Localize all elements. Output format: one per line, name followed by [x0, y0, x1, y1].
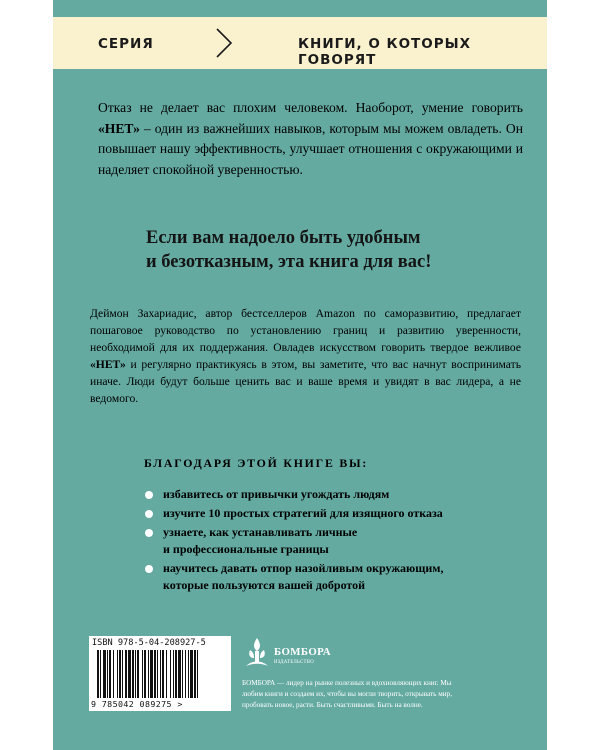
benefit-text: научитесь давать отпор назойливым окружающим, которые пользуются вашей добротой: [163, 561, 444, 592]
bullet-dot-icon: [145, 565, 153, 573]
series-name: КНИГИ, О КОТОРЫХ ГОВОРЯТ: [298, 36, 472, 68]
intro-text-2: – один из важнейших навыков, которым мы можем овладеть. Он повышает нашу эффективность, улучшает отношения с окружающими и наделяет спокойной уверенностью.: [98, 120, 523, 177]
benefit-item: [142, 486, 512, 503]
intro-no-word: «НЕТ»: [98, 120, 140, 136]
barcode-icon: [97, 650, 223, 698]
benefit-item: [142, 505, 512, 522]
bullet-dot-icon: [145, 529, 153, 537]
headline-line-2: и безотказным, эта книга для вас!: [146, 252, 432, 272]
benefit-text: избавитесь от привычки угождать людям: [163, 487, 390, 501]
benefit-text: узнаете, как устанавливать личные и профессиональные границы: [163, 525, 358, 556]
benefit-text: изучите 10 простых стратегий для изящного отказа: [163, 506, 443, 520]
description-text-1: Деймон Захариадис, автор бестселлеров Amazon по саморазвитию, предлагает пошаговое руководство по установлению границ и развитию уверенности, необходимой для их поддержания. Овладев искусством говорить твердое вежливое: [90, 307, 521, 355]
benefits-title: БЛАГОДАРЯ ЭТОЙ КНИГЕ ВЫ:: [144, 456, 369, 470]
publisher-name: БОМБОРА: [274, 646, 331, 658]
description-paragraph: [90, 305, 521, 408]
bombora-logo-icon: [244, 636, 270, 670]
headline: [146, 226, 536, 274]
intro-text-1: Отказ не делает вас плохим человеком. Наоборот, умение говорить: [98, 100, 523, 115]
benefit-item: [142, 560, 512, 594]
benefit-item: [142, 524, 512, 558]
publisher-blurb: БОМБОРА — лидер на рынке полезных и вдохновляющих книг. Мы любим книги и создаем их, чтобы вы могли творить, открывать мир, пробовать новое, расти. Быть счастливыми. Быть на волне.: [242, 679, 453, 709]
barcode-digits: 9 785042 089275 >: [91, 699, 183, 709]
headline-line-1: Если вам надоело быть удобным: [146, 228, 421, 248]
barcode-box: [89, 636, 231, 711]
intro-paragraph: [98, 98, 523, 180]
benefits-list: [142, 486, 512, 596]
description-text-2: и регулярно практикуясь в этом, вы заметите, что вас начнут воспринимать иначе. Люди будут больше ценить вас и ваше время и увидят в вас лидера, а не ведомого.: [90, 358, 521, 406]
publisher-subtitle: ИЗДАТЕЛЬСТВО: [274, 660, 314, 665]
bullet-dot-icon: [145, 491, 153, 499]
series-label: СЕРИЯ: [98, 36, 154, 52]
chevron-right-icon: [213, 27, 235, 59]
description-no-word: «НЕТ»: [90, 358, 126, 372]
bullet-dot-icon: [145, 510, 153, 518]
isbn-text: ISBN 978-5-04-208927-5: [92, 638, 206, 648]
series-banner: [53, 17, 547, 69]
